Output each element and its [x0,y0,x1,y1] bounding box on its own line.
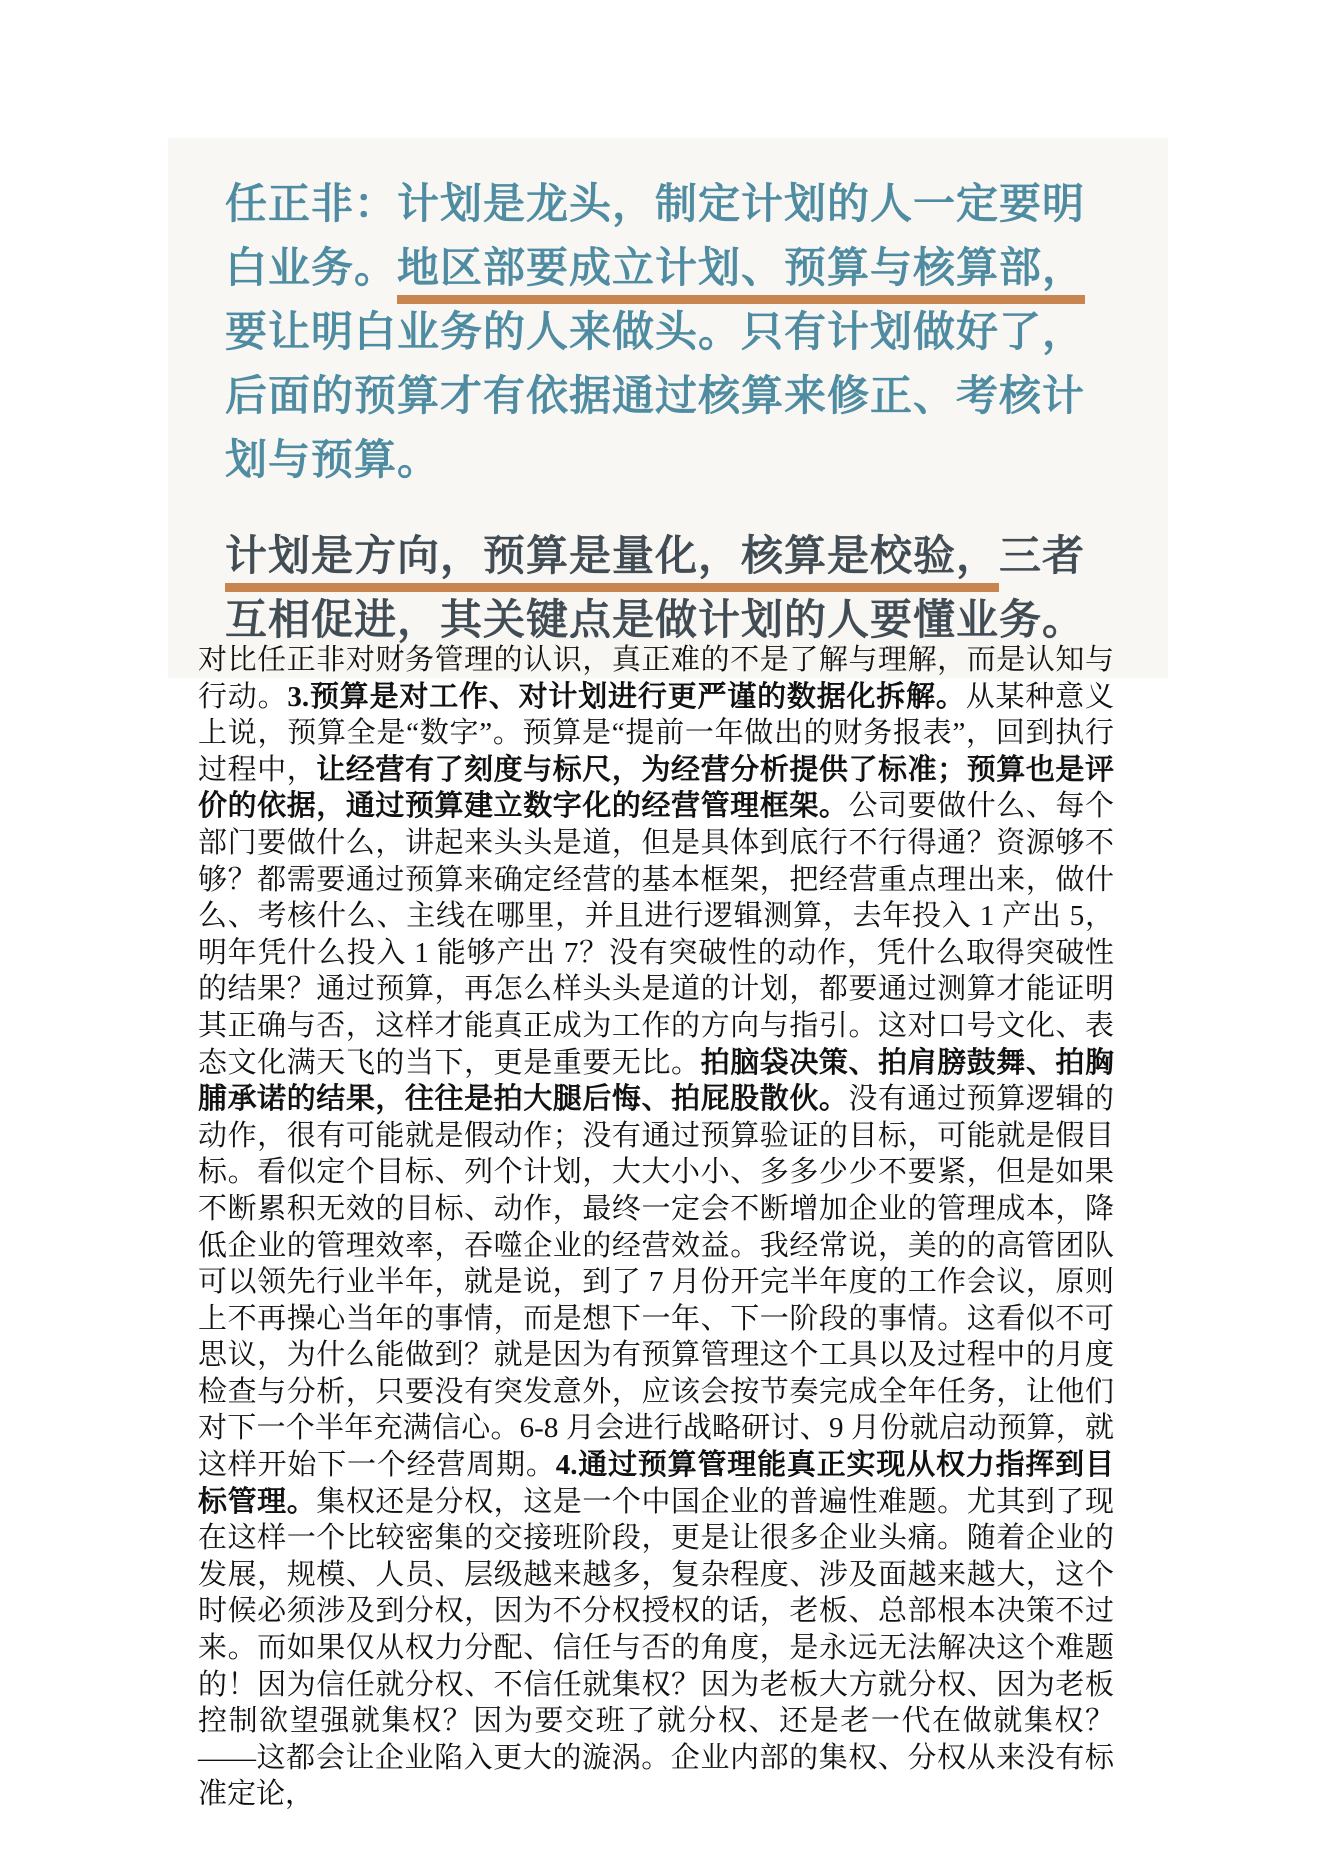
quote-line [225,524,1168,588]
quote-text: 互相促进，其关键点是做计划的人要懂业务。 [225,596,1086,643]
quote-text: 任正非：计划是龙头，制定计划的人一定要明 [225,180,1086,227]
quote-text: 后面的预算才有依据通过核算来修正、考核计 [225,372,1086,419]
article-bold-segment: 让经营有了刻度与标尺，为经营分析提供了标准；预算也是评价的依据，通过预算建立数字化的经营管理框架。 [198,753,1114,823]
quote-paragraph [225,524,1168,652]
quote-text: 要让明白业务的人来做头。只有计划做好了， [225,308,1086,355]
quote-line [225,300,1168,364]
article-bold-segment: 4.通过预算管理能真正实现从权力指挥到目标管理。 [198,1449,1114,1518]
quote-image [168,138,1168,678]
quote-line [225,428,1168,492]
quote-underlined-text: 地区部要成立计划、预算与核算部， [397,244,1085,304]
quote-underlined-text: 计划是方向，预算是量化，核算是校验， [225,532,999,592]
quote-line [225,364,1168,428]
article-segment: 集权还是分权，这是一个中国企业的普遍性难题。尤其到了现在这样一个比较密集的交接班阶段，更是让很多企业头痛。随着企业的发展，规模、人员、层级越来越多，复杂程度、涉及面越来越大，这个时候必须涉及到分权，因为不分权授权的话，老板、总部根本决策不过来。而如果仅从权力分配、信任与否的角度，是永远无法解决这个难题的！因为信任就分权、不信任就集权？因为老板大方就分权、因为老板控制欲望强就集权？因为要交班了就分权、还是老一代在做就集权？——这都会让企业陷入更大的漩涡。企业内部的集权、分权从来没有标准定论， [198,1485,1114,1811]
article-segment: 对比任正非对财务管理的认识，真正难的不是了解与理解，而是认知与行动。 [198,644,1114,713]
article-text [198,642,1114,1813]
quote-line [225,236,1168,300]
article-bold-segment: 拍脑袋决策、拍肩膀鼓舞、拍胸脯承诺的结果，往往是拍大腿后悔、拍屁股散伙。 [198,1046,1114,1116]
article-bold-segment: 3.预算是对工作、对计划进行更严谨的数据化拆解。 [287,680,966,713]
article-segment: 从某种意义上说，预算全是“数字”。预算是“提前一年做出的财务报表”，回到执行过程中， [198,680,1114,786]
quote-line [225,172,1168,236]
quote-text: 三者 [999,532,1086,579]
article-segment: 公司要做什么、每个部门要做什么，讲起来头头是道，但是具体到底行不行得通？资源够不够？都需要通过预算来确定经营的基本框架，把经营重点理出来，做什么、考核什么、主线在哪里，并且进行逻辑测算，去年投入 1 产出 5，明年凭什么投入 1 能够产出 7？没有突破性的动作，凭什么取得突破性的结果？通过预算，再怎么样头头是道的计划，都要通过测算才能证明其正确与否，这样才能真正成为工作的方向与指引。这对口号文化、表态文化满天飞的当下，更是重要无比。 [198,790,1114,1079]
quote-text: 白业务。 [225,244,398,291]
quote-text: 划与预算。 [225,436,441,483]
article-segment: 没有通过预算逻辑的动作，很有可能就是假动作；没有通过预算验证的目标，可能就是假目标。看似定个目标、列个计划，大大小小、多多少少不要紧，但是如果不断累积无效的目标、动作，最终一定会不断增加企业的管理成本，降低企业的管理效率，吞噬企业的经营效益。我经常说，美的的高管团队可以领先行业半年，就是说，到了 7 月份开完半年度的工作会议，原则上不再操心当年的事情，而是想下一年、下一阶段的事情。这看似不可思议，为什么能做到？就是因为有预算管理这个工具以及过程中的月度检查与分析，只要没有突发意外，应该会按节奏完成全年任务，让他们对下一个半年充满信心。6-8 月会进行战略研讨、9 月份就启动预算，就这样开始下一个经营周期。 [198,1083,1114,1482]
quote-paragraph [225,172,1168,492]
